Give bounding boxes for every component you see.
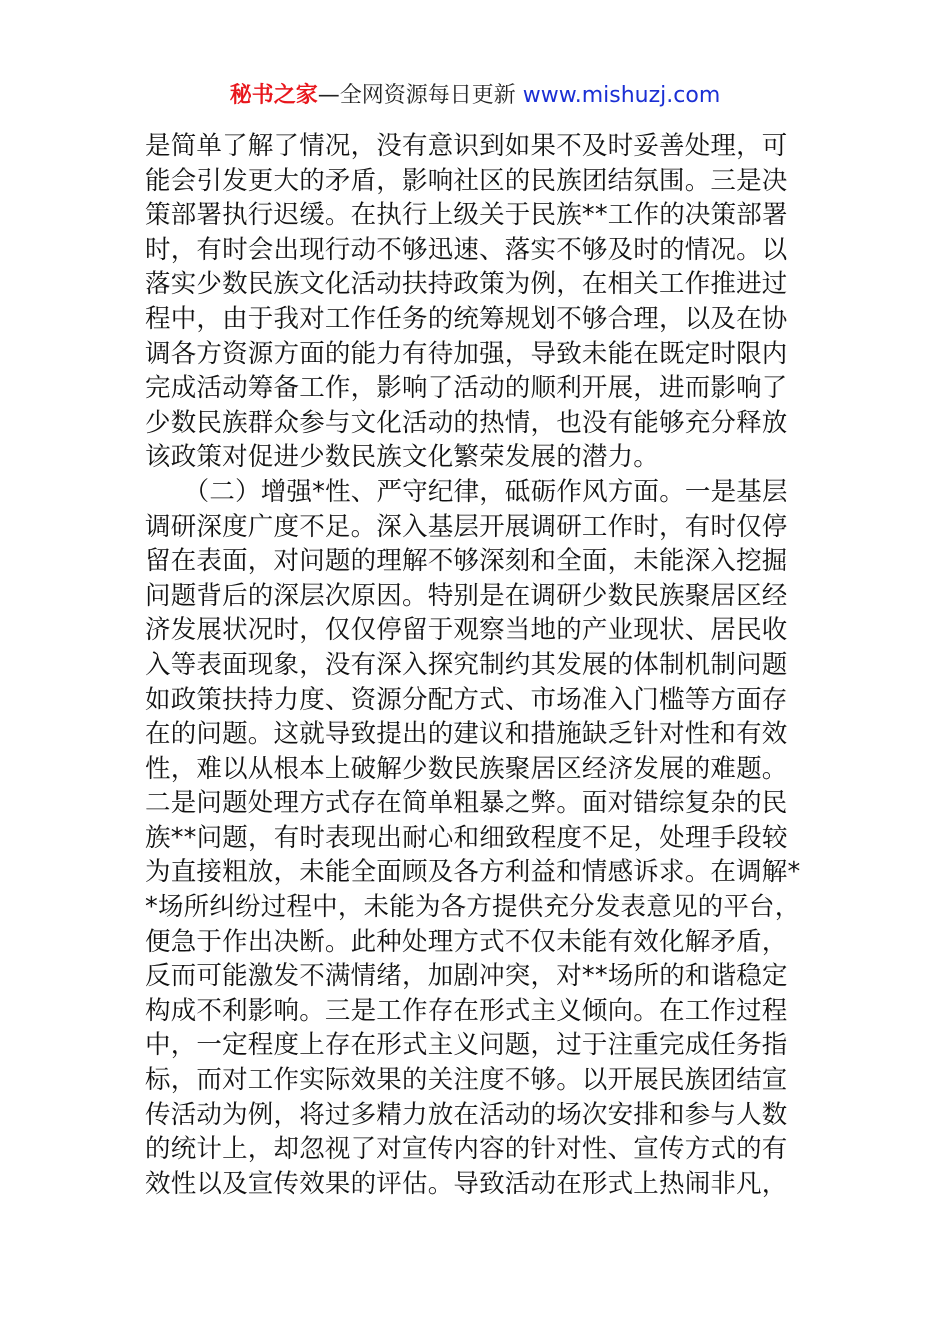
text-line: 是简单了解了情况，没有意识到如果不及时妥善处理，可 — [145, 131, 788, 161]
text-line: 济发展状况时，仅仅停留于观察当地的产业现状、居民收 — [145, 615, 788, 646]
text-line: 时，有时会出现行动不够迅速、落实不够及时的情况。以 — [145, 234, 788, 265]
text-line: 程中，由于我对工作任务的统筹规划不够合理，以及在协 — [145, 303, 788, 334]
text-line: 完成活动筹备工作，影响了活动的顺利开展，进而影响了 — [145, 373, 788, 404]
text-line: 中，一定程度上存在形式主义问题，过于注重完成任务指 — [145, 1030, 788, 1061]
text-line: （二）增强*性、严守纪律，砥砺作风方面。一是基层 — [145, 476, 788, 507]
text-line: 策部署执行迟缓。在执行上级关于民族**工作的决策部署 — [145, 200, 788, 231]
text-line: 能会引发更大的矛盾，影响社区的民族团结氛围。三是决 — [145, 165, 788, 196]
text-line: 的统计上，却忽视了对宣传内容的针对性、宣传方式的有 — [145, 1134, 788, 1165]
text-line: 反而可能激发不满情绪，加剧冲突，对**场所的和谐稳定 — [145, 961, 788, 992]
text-line: *场所纠纷过程中，未能为各方提供充分发表意见的平台， — [145, 892, 801, 923]
text-line: 落实少数民族文化活动扶持政策为例，在相关工作推进过 — [145, 269, 788, 300]
text-line: 便急于作出决断。此种处理方式不仅未能有效化解矛盾， — [145, 926, 788, 957]
text-line: 如政策扶持力度、资源分配方式、市场准入门槛等方面存 — [145, 684, 788, 715]
text-line: 在的问题。这就导致提出的建议和措施缺乏针对性和有效 — [145, 719, 788, 750]
text-line: 效性以及宣传效果的评估。导致活动在形式上热闹非凡， — [145, 1168, 788, 1199]
text-line: 传活动为例，将过多精力放在活动的场次安排和参与人数 — [145, 1099, 788, 1130]
text-line: 问题背后的深层次原因。特别是在调研少数民族聚居区经 — [145, 580, 788, 611]
text-line: 少数民族群众参与文化活动的热情，也没有能够充分释放 — [145, 407, 788, 438]
text-line: 二是问题处理方式存在简单粗暴之弊。面对错综复杂的民 — [145, 788, 788, 819]
site-header — [0, 80, 950, 112]
text-line: 为直接粗放，未能全面顾及各方利益和情感诉求。在调解* — [145, 857, 801, 888]
text-line: 标，而对工作实际效果的关注度不够。以开展民族团结宣 — [145, 1065, 788, 1096]
text-line: 入等表面现象，没有深入探究制约其发展的体制机制问题 — [145, 649, 788, 680]
header-tagline: —全网资源每日更新 — [317, 83, 523, 108]
text-line: 调研深度广度不足。深入基层开展调研工作时，有时仅停 — [145, 511, 788, 542]
document-body — [145, 129, 807, 1201]
text-line: 族**问题，有时表现出耐心和细致程度不足，处理手段较 — [145, 822, 788, 853]
brand-name: 秘书之家 — [229, 83, 318, 108]
text-line: 调各方资源方面的能力有待加强，导致未能在既定时限内 — [145, 338, 788, 369]
site-url-link[interactable]: www.mishuzj.com — [522, 83, 721, 108]
text-line: 性，难以从根本上破解少数民族聚居区经济发展的难题。 — [145, 753, 788, 784]
text-line: 构成不利影响。三是工作存在形式主义倾向。在工作过程 — [145, 995, 788, 1026]
text-line: 留在表面，对问题的理解不够深刻和全面，未能深入挖掘 — [145, 546, 788, 577]
text-line: 该政策对促进少数民族文化繁荣发展的潜力。 — [145, 442, 660, 473]
